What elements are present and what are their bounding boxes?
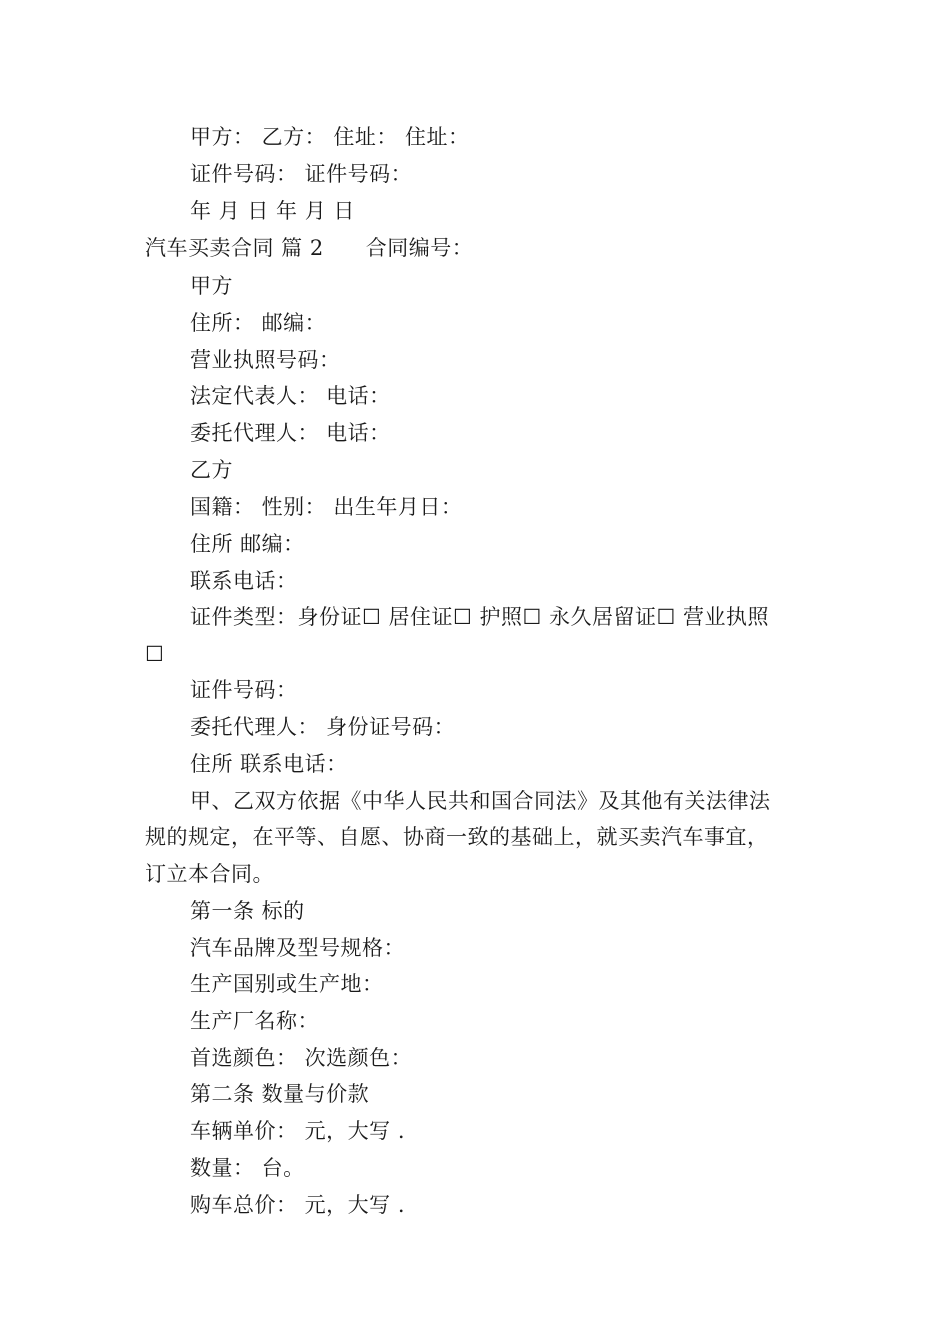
article-2-quantity: 数量： 台。 <box>190 1156 305 1180</box>
party-a-agent: 委托代理人： 电话： <box>190 421 391 445</box>
section-title: 汽车买卖合同 篇 2 <box>145 236 324 260</box>
article-1-color: 首选颜色： 次选颜色： <box>190 1046 413 1070</box>
party-b-nationality: 国籍： 性别： 出生年月日： <box>190 495 463 519</box>
preamble-line-2: 规的规定，在平等、自愿、协商一致的基础上，就买卖汽车事宜， <box>145 825 769 849</box>
party-a-address: 住所： 邮编： <box>190 311 327 335</box>
contract-number-label: 合同编号： <box>365 236 474 260</box>
parties-id-line: 证件号码： 证件号码： <box>190 162 413 186</box>
party-b-agent: 委托代理人： 身份证号码： <box>190 715 456 739</box>
article-1-brand: 汽车品牌及型号规格： <box>190 936 405 960</box>
party-a-title: 甲方 <box>190 274 233 298</box>
article-2-title: 第二条 数量与价款 <box>190 1082 370 1106</box>
section-heading <box>145 235 473 261</box>
parties-address-line: 甲方： 乙方： 住址： 住址： <box>190 125 470 149</box>
article-1-title: 第一条 标的 <box>190 899 305 923</box>
preamble-line-1: 甲、乙双方依据《中华人民共和国合同法》及其他有关法律法 <box>190 789 771 813</box>
date-line: 年 月 日 年 月 日 <box>190 199 355 223</box>
party-b-phone: 联系电话： <box>190 569 298 593</box>
preamble-line-3: 订立本合同。 <box>145 862 274 886</box>
party-a-license: 营业执照号码： <box>190 348 341 372</box>
party-b-id-type: 证件类型：身份证☐ 居住证☐ 护照☐ 永久居留证☐ 营业执照 <box>190 605 770 629</box>
article-2-total-price: 购车总价： 元，大写 . <box>190 1193 406 1217</box>
party-a-legal-rep: 法定代表人： 电话： <box>190 384 391 408</box>
article-1-manufacturer: 生产厂名称： <box>190 1009 319 1033</box>
article-2-unit-price: 车辆单价： 元，大写 . <box>190 1119 406 1143</box>
party-b-agent-address: 住所 联系电话： <box>190 752 348 776</box>
party-b-title: 乙方 <box>190 458 233 482</box>
party-b-id-number: 证件号码： <box>190 678 298 702</box>
article-1-origin: 生产国别或生产地： <box>190 972 384 996</box>
party-b-id-type-continued: ☐ <box>145 642 165 666</box>
party-b-address: 住所 邮编： <box>190 532 305 556</box>
